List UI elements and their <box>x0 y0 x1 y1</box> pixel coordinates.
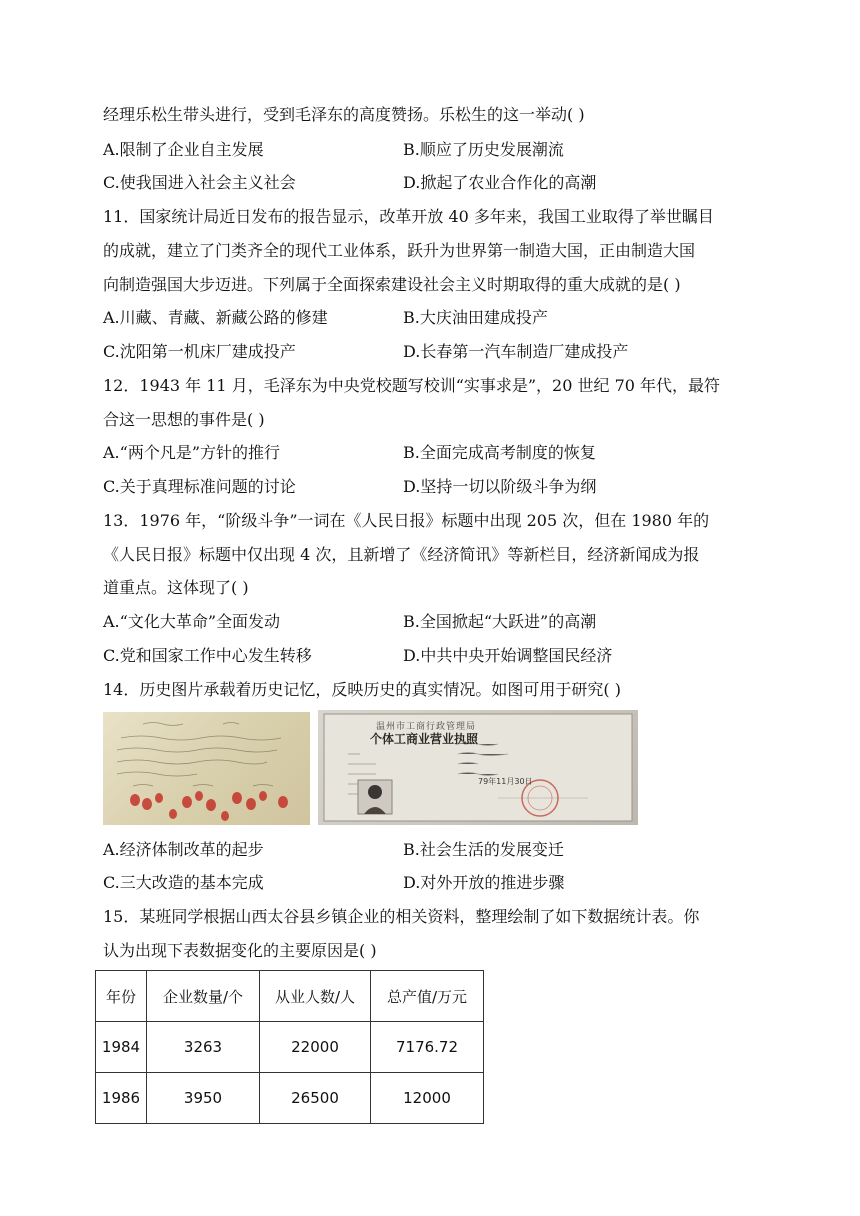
table-cell: 22000 <box>260 1022 371 1073</box>
q11-option-d[interactable]: D.长春第一汽车制造厂建成投产 <box>403 342 629 361</box>
license-title: 个体工商业营业执照 <box>370 732 479 746</box>
q12-option-a[interactable]: A.“两个凡是”方针的推行 <box>103 443 281 462</box>
contract-photo <box>103 712 310 825</box>
q10-option-d[interactable]: D.掀起了农业合作化的高潮 <box>403 173 597 192</box>
table-cell: 26500 <box>260 1073 371 1124</box>
table-cell: 1986 <box>96 1073 147 1124</box>
table-row <box>96 1022 484 1073</box>
q13-stem-line3: 道重点。这体现了( ) <box>103 578 249 597</box>
q11-stem-line1: 11．国家统计局近日发布的报告显示，改革开放 40 多年来，我国工业取得了举世瞩目 <box>103 207 714 226</box>
q13-stem-line2: 《人民日报》标题中仅出现 4 次，且新增了《经济简讯》等新栏目，经济新闻成为报 <box>103 545 700 564</box>
q11-option-b[interactable]: B.大庆油田建成投产 <box>403 308 548 327</box>
table-cell: 1984 <box>96 1022 147 1073</box>
q15-stem-line2: 认为出现下表数据变化的主要原因是( ) <box>103 941 377 960</box>
q10-option-b[interactable]: B.顺应了历史发展潮流 <box>403 140 564 159</box>
q13-option-a[interactable]: A.“文化大革命”全面发动 <box>103 612 281 631</box>
table-header-cell: 年份 <box>96 971 147 1022</box>
table-cell: 12000 <box>371 1073 484 1124</box>
q14-stem: 14．历史图片承载着历史记忆，反映历史的真实情况。如图可用于研究( ) <box>103 680 621 699</box>
q13-stem-line1: 13．1976 年，“阶级斗争”一词在《人民日报》标题中出现 205 次，但在 1980 年的 <box>103 511 710 530</box>
license-date: 79年11月30日 <box>478 777 533 786</box>
q10-option-a[interactable]: A.限制了企业自主发展 <box>103 140 264 159</box>
township-enterprise-table <box>95 970 484 1124</box>
q11-stem-line3: 向制造强国大步迈进。下列属于全面探索建设社会主义时期取得的重大成就的是( ) <box>103 275 681 294</box>
q12-option-c[interactable]: C.关于真理标准问题的讨论 <box>103 477 296 496</box>
q11-stem-line2: 的成就，建立了门类齐全的现代工业体系，跃升为世界第一制造大国，正由制造大国 <box>103 241 696 260</box>
q12-option-d[interactable]: D.坚持一切以阶级斗争为纲 <box>403 477 597 496</box>
table-header-cell: 总产值/万元 <box>371 971 484 1022</box>
table-header-cell: 从业人数/人 <box>260 971 371 1022</box>
table-cell: 3950 <box>147 1073 260 1124</box>
q13-option-c[interactable]: C.党和国家工作中心发生转移 <box>103 646 312 665</box>
q12-stem-line1: 12．1943 年 11 月，毛泽东为中央党校题写校训“实事求是”，20 世纪 70 年代，最符 <box>103 376 721 395</box>
q12-stem-line2: 合这一思想的事件是( ) <box>103 410 265 429</box>
table-header-row <box>96 971 484 1022</box>
q11-option-a[interactable]: A.川藏、青藏、新藏公路的修建 <box>103 308 328 327</box>
table-cell: 3263 <box>147 1022 260 1073</box>
q13-option-d[interactable]: D.中共中央开始调整国民经济 <box>403 646 613 665</box>
q12-option-b[interactable]: B.全面完成高考制度的恢复 <box>403 443 596 462</box>
table-row <box>96 1073 484 1124</box>
table-cell: 7176.72 <box>371 1022 484 1073</box>
q14-option-c[interactable]: C.三大改造的基本完成 <box>103 873 264 892</box>
q10-stem-end: 经理乐松生带头进行，受到毛泽东的高度赞扬。乐松生的这一举动( ) <box>103 105 585 124</box>
q10-option-c[interactable]: C.使我国进入社会主义社会 <box>103 173 296 192</box>
q14-option-b[interactable]: B.社会生活的发展变迁 <box>403 840 564 859</box>
q13-option-b[interactable]: B.全国掀起“大跃进”的高潮 <box>403 612 597 631</box>
table-header-cell: 企业数量/个 <box>147 971 260 1022</box>
q11-option-c[interactable]: C.沈阳第一机床厂建成投产 <box>103 342 296 361</box>
license-office: 温州市工商行政管理局 <box>376 722 477 732</box>
business-license-photo <box>318 710 638 825</box>
q14-option-d[interactable]: D.对外开放的推进步骤 <box>403 873 565 892</box>
q15-stem-line1: 15．某班同学根据山西太谷县乡镇企业的相关资料，整理绘制了如下数据统计表。你 <box>103 907 700 926</box>
q14-option-a[interactable]: A.经济体制改革的起步 <box>103 840 264 859</box>
